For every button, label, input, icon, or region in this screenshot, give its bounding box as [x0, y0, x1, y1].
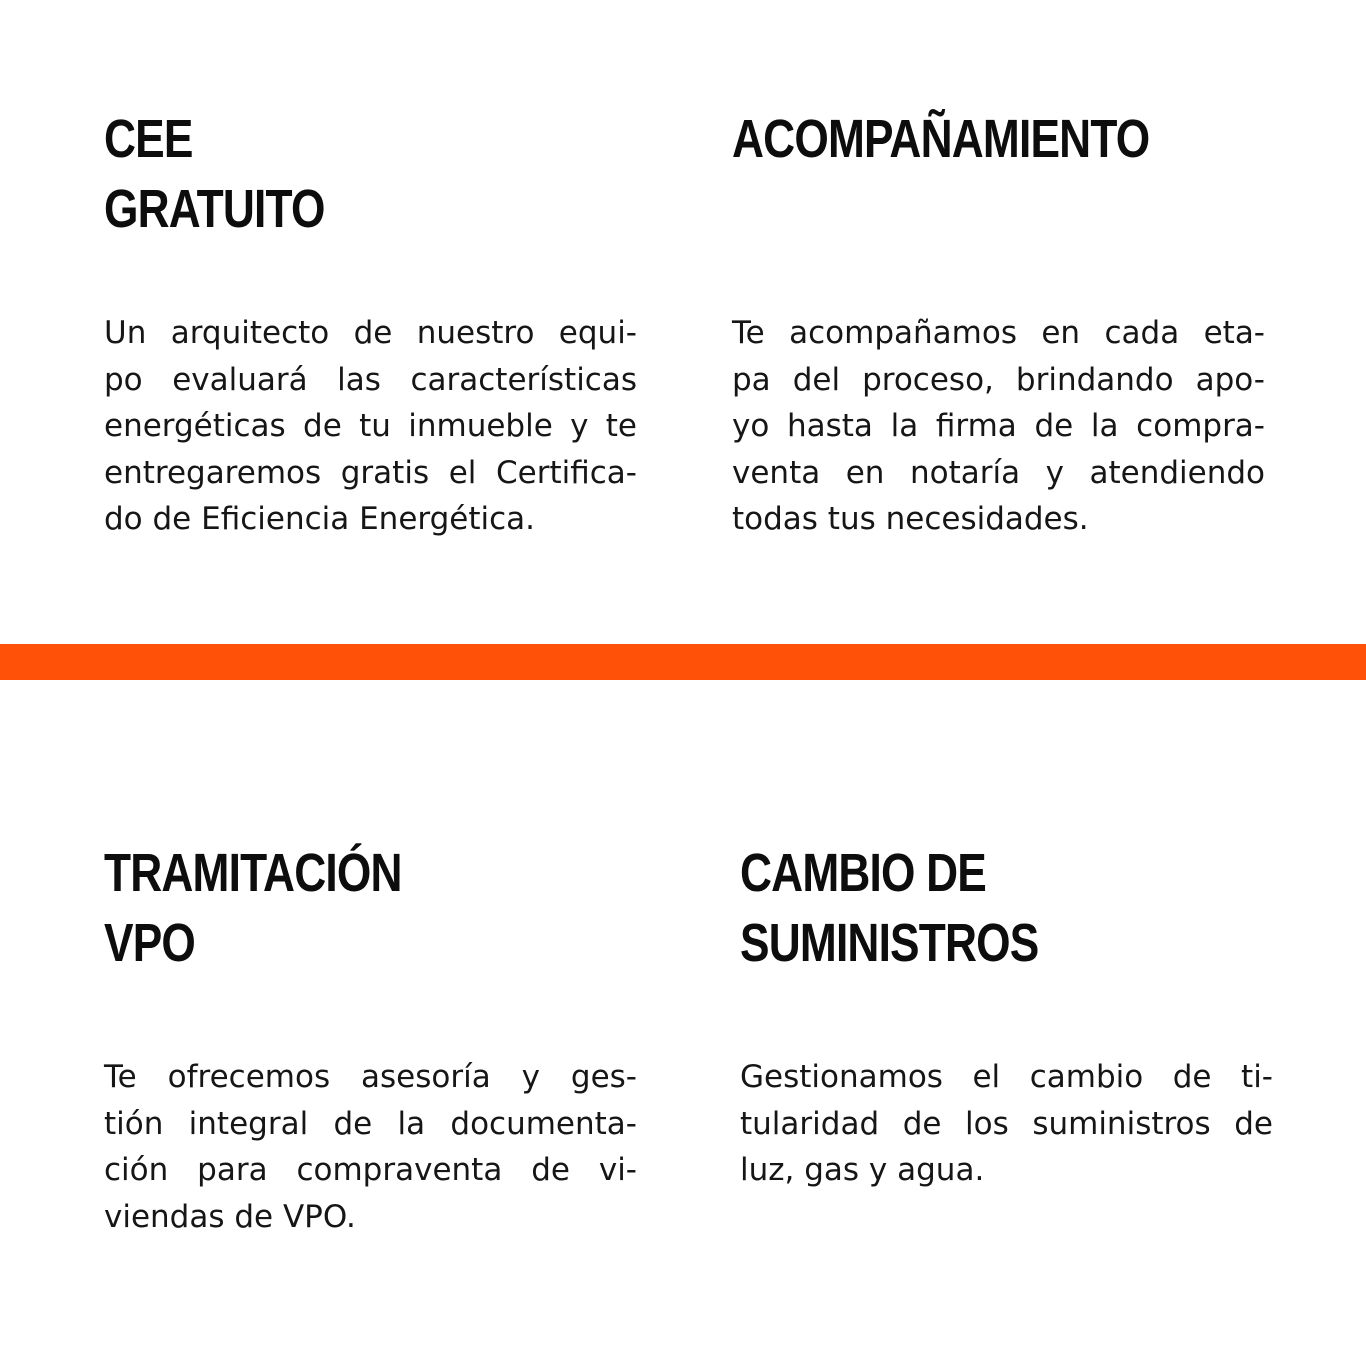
description-line: energéticas de tu inmueble y te — [104, 408, 637, 444]
card-tramitacion-vpo — [104, 838, 644, 1258]
card-description — [740, 1054, 1273, 1194]
card-title — [104, 104, 547, 244]
description-line: po evaluará las características — [104, 361, 637, 398]
description-line: yo hasta la firma de la compra- — [732, 408, 1265, 444]
card-title-line: SUMINISTROS — [740, 913, 1039, 973]
card-description — [104, 1054, 637, 1240]
description-line: pa del proceso, brindando apo- — [732, 361, 1265, 398]
card-title — [104, 838, 547, 978]
description-line: todas tus necesidades. — [732, 501, 1089, 537]
card-acompanamiento — [732, 104, 1292, 544]
card-title — [740, 838, 1199, 978]
card-title-line: TRAMITACIÓN — [104, 843, 402, 903]
description-line: viendas de VPO. — [104, 1198, 356, 1235]
card-title — [732, 104, 1191, 174]
description-line: do de Eficiencia Energética. — [104, 501, 536, 537]
card-cee-gratuito — [104, 104, 644, 544]
card-title-line: GRATUITO — [104, 179, 325, 239]
description-line: tularidad de los suministros de — [740, 1105, 1273, 1142]
description-line: Te ofrecemos asesoría y ges- — [104, 1059, 637, 1095]
card-title-line: CEE — [104, 109, 193, 169]
card-description — [732, 310, 1265, 543]
card-description — [104, 310, 637, 543]
card-title-line: VPO — [104, 913, 196, 973]
description-line: tión integral de la documenta- — [104, 1105, 637, 1142]
description-line: Un arquitecto de nuestro equi- — [104, 315, 637, 351]
description-line: Gestionamos el cambio de ti- — [740, 1059, 1273, 1095]
description-line: ción para compraventa de vi- — [104, 1152, 637, 1188]
accent-divider — [0, 644, 1366, 680]
card-cambio-suministros — [740, 838, 1300, 1258]
description-line: venta en notaría y atendiendo — [732, 454, 1265, 491]
card-title-line: CAMBIO DE — [740, 843, 986, 903]
card-title-line: ACOMPAÑAMIENTO — [732, 109, 1150, 169]
description-line: entregaremos gratis el Certifica- — [104, 454, 637, 491]
description-line: luz, gas y agua. — [740, 1152, 985, 1188]
description-line: Te acompañamos en cada eta- — [732, 315, 1265, 351]
